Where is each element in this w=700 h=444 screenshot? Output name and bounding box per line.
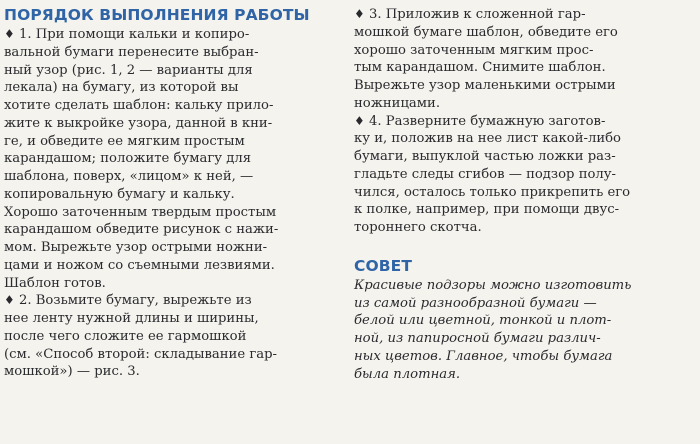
text-line: мошкой») — рис. 3.	[4, 364, 140, 380]
text-line: вальной бумаги перенесите выбран-	[4, 44, 259, 60]
text-line: лекала) на бумагу, из которой вы	[4, 80, 239, 96]
text-line: ных цветов. Главное, чтобы бумага	[354, 348, 613, 364]
diamond-bullet-icon: ♦	[4, 293, 15, 308]
text-line: ♦ 2. Возьмите бумагу, вырежьте из	[4, 293, 252, 309]
text-line: Красивые подзоры можно изготовить	[354, 277, 632, 293]
text-line: мошкой бумаге шаблон, обведите его	[354, 24, 618, 40]
procedure-text	[4, 26, 347, 381]
text-line: Хорошо заточенным твердым простым	[4, 204, 277, 220]
text-line: после чего сложите ее гармошкой	[4, 328, 247, 344]
text-line: ку и, положив на нее лист какой-либо	[354, 131, 622, 147]
procedure-text-continued	[354, 6, 697, 237]
text-line: Вырежьте узор маленькими острыми	[354, 78, 616, 93]
text-line: ге, и обведите ее мягким простым	[4, 133, 245, 149]
diamond-bullet-icon: ♦	[354, 113, 365, 128]
text-line: белой или цветной, тонкой и плот-	[354, 313, 612, 329]
diamond-bullet-icon: ♦	[4, 27, 15, 41]
text-line: хотите сделать шаблон: кальку прило-	[4, 98, 274, 113]
text-line: тороннего скотча.	[354, 220, 482, 235]
advice-heading: СОВЕТ	[354, 256, 413, 275]
right-column	[354, 6, 697, 383]
text-line: карандашом обведите рисунок с нажи-	[4, 222, 279, 238]
procedure-heading: ПОРЯДОК ВЫПОЛНЕНИЯ РАБОТЫ	[4, 6, 310, 24]
text-line: Шаблон готов.	[4, 275, 106, 291]
text-line: карандашом; положите бумагу для	[4, 151, 252, 167]
text-line: цами и ножом со съемными лезвиями.	[4, 257, 275, 273]
text-line: ножницами.	[354, 95, 441, 111]
text-line: ♦ 3. Приложив к сложенной гар-	[354, 7, 586, 22]
text-line: ный узор (рис. 1, 2 — варианты для	[4, 62, 253, 78]
advice-text	[354, 277, 697, 384]
text-line: чился, осталось только прикрепить его	[354, 184, 631, 200]
text-line: гладьте следы сгибов — подзор полу-	[354, 166, 617, 182]
text-line: мом. Вырежьте узор острыми ножни-	[4, 240, 268, 255]
text-line: жите к выкройке узора, данной в кни-	[4, 115, 273, 131]
text-line: из самой разнообразной бумаги —	[354, 295, 597, 311]
text-line: шаблона, поверх, «лицом» к ней, —	[4, 169, 254, 184]
text-line: была плотная.	[354, 366, 461, 382]
text-line: хорошо заточенным мягким прос-	[354, 42, 594, 58]
text-line: к полке, например, при помощи двус-	[354, 202, 620, 218]
text-line: копировальную бумагу и кальку.	[4, 186, 235, 202]
text-line: ♦ 4. Разверните бумажную заготов-	[354, 113, 606, 129]
text-line: нее ленту нужной длины и ширины,	[4, 311, 259, 326]
left-column	[4, 6, 347, 381]
text-line: (см. «Способ второй: складывание гар-	[4, 346, 277, 362]
text-line: ♦ 1. При помощи кальки и копиро-	[4, 27, 250, 42]
text-line: тым карандашом. Снимите шаблон.	[354, 60, 606, 76]
text-line: ной, из папиросной бумаги различ-	[354, 331, 601, 346]
text-line: бумаги, выпуклой частью ложки раз-	[354, 149, 616, 164]
diamond-bullet-icon: ♦	[354, 7, 365, 21]
